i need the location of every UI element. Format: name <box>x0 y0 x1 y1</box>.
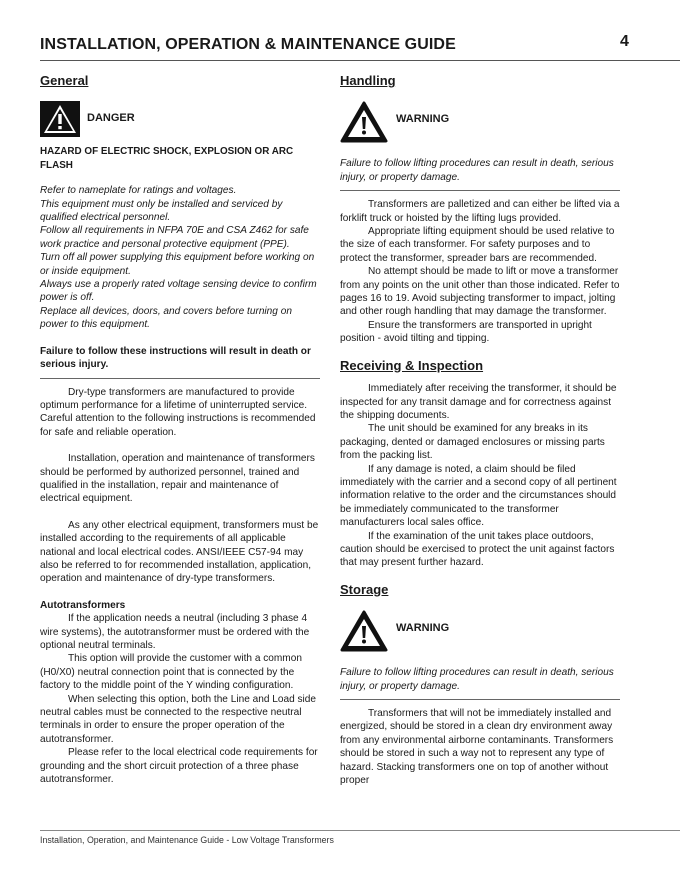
section-title-handling: Handling <box>340 73 396 88</box>
right-column <box>340 74 620 787</box>
receiving-paragraph: If any damage is noted, a claim should be filed immediately with the carrier and a second copy of all pertinent information relative to the order and the circumstances should be immediately communicated to the transformer manufacturers local sales office. <box>340 463 617 529</box>
warning-label: WARNING <box>396 113 450 126</box>
danger-icon <box>40 101 80 137</box>
receiving-text <box>340 382 620 570</box>
receiving-paragraph: If the examination of the unit takes place outdoors, caution should be exercised to protect the unit against factors that may present further hazard. <box>340 530 615 569</box>
handling-text <box>340 198 620 345</box>
header-divider <box>40 60 680 61</box>
danger-divider <box>40 378 320 379</box>
handling-paragraph: No attempt should be made to lift or move a transformer from any points on the unit other than those indicated. Refer to pages 16 to 19. Avoid subjecting transformer to impact, jolting and other rough handling that may damage the transformer. <box>340 266 620 318</box>
storage-warning-label: WARNING <box>396 622 450 635</box>
codes-paragraph: As any other electrical equipment, transformers must be installed according to the requirements of all applicable national and local electrical codes. ANSI/IEEE C57-94 may also be referred to for recommended installation, application, operation and maintenance of dry-type transformers. <box>40 519 319 585</box>
handling-failure-warning: Failure to follow lifting procedures can result in death, serious injury, or property damage. <box>340 158 614 183</box>
receiving-paragraph: The unit should be examined for any breaks in its packaging, dented or damaged enclosures or missing parts from the packing list. <box>340 423 605 462</box>
auto-paragraph: Please refer to the local electrical code requirements for grounding and the short circuit protection of a three phase autotransformer. <box>40 747 318 786</box>
warning-icon <box>340 101 388 143</box>
danger-failure-warning: Failure to follow these instructions will result in death or serious injury. <box>40 345 311 371</box>
handling-paragraph: Appropriate lifting equipment should be used relative to the size of each transformer. For safety purposes and to protect the transformer, spreader bars are recommended. <box>340 226 615 264</box>
safety-list <box>40 184 320 331</box>
page-number: 4 <box>620 33 629 50</box>
storage-paragraph: Transformers that will not be immediately installed and energized, should be stored in a clean dry environment away from any environmental airborne contaminants. Transformers should be stored in such a way not to represent any type of hazard. Stacking transformers one on top of another without proper <box>340 708 614 787</box>
safety-item: Turn off all power supplying this equipment before working on or inside equipment. <box>40 252 315 277</box>
left-column <box>40 74 320 786</box>
page-title: INSTALLATION, OPERATION & MAINTENANCE GUIDE <box>40 36 456 53</box>
section-title-receiving: Receiving & Inspection <box>340 357 484 373</box>
auto-paragraph: If the application needs a neutral (including 3 phase 4 wire systems), the autotransformer must be ordered with the optional neutral terminals. <box>40 613 310 651</box>
section-title-general: General <box>40 73 89 88</box>
page-footer: Installation, Operation, and Maintenance Guide - Low Voltage Transformers <box>40 835 334 845</box>
handling-paragraph: Ensure the transformers are transported in upright position - avoid tilting and tipping. <box>340 319 592 345</box>
safety-item: Refer to nameplate for ratings and voltages. <box>40 185 237 197</box>
danger-sign <box>40 101 320 139</box>
receiving-paragraph: Immediately after receiving the transformer, it should be inspected for any transit damage and for correctness against the shipping documents. <box>340 383 617 421</box>
safety-item: This equipment must only be installed and serviced by qualified electrical personnel. <box>40 198 283 224</box>
hazard-heading: HAZARD OF ELECTRIC SHOCK, EXPLOSION OR ARC FLASH <box>40 146 294 171</box>
intro-paragraph: Dry-type transformers are manufactured to provide optimum performance for a lifetime of uninterrupted service. Careful attention to the following instructions is recommended for safe and reliable operation. <box>40 386 316 438</box>
safety-item: Always use a properly rated voltage sensing device to confirm power is off. <box>40 279 317 304</box>
footer-divider <box>40 830 680 831</box>
handling-paragraph: Transformers are palletized and can either be lifted via a forklift truck or hoisted by the lifting lugs provided. <box>340 199 620 224</box>
personnel-paragraph: Installation, operation and maintenance of transformers should be performed by authorized personnel, trained and qualified in the installation, repair and maintenance of electrical equipment. <box>40 453 315 505</box>
safety-item: Follow all requirements in NFPA 70E and CSA Z462 for safe work practice and personal protective equipment (PPE). <box>40 225 309 250</box>
storage-divider <box>340 699 620 700</box>
handling-divider <box>340 190 620 191</box>
auto-paragraph: When selecting this option, both the Line and Load side neutral cables must be connected to the respective neutral terminals in order to ensure the proper operation of the autotransformer. <box>40 693 317 745</box>
section-title-storage: Storage <box>340 581 389 597</box>
safety-item: Replace all devices, doors, and covers before turning on power to this equipment. <box>40 305 292 331</box>
auto-paragraph: This option will provide the customer with a common (H0/X0) neutral connection point that is connected by the factory to the middle point of the Y winding configuration. <box>40 653 302 692</box>
page-header <box>40 33 680 62</box>
danger-label: DANGER <box>87 112 135 125</box>
warning-icon <box>340 610 388 652</box>
storage-warning-sign <box>340 610 620 654</box>
handling-warning-sign <box>340 101 620 145</box>
storage-failure-warning: Failure to follow lifting procedures can result in death, serious injury, or property damage. <box>340 667 614 692</box>
autotransformers-heading: Autotransformers <box>40 599 126 611</box>
